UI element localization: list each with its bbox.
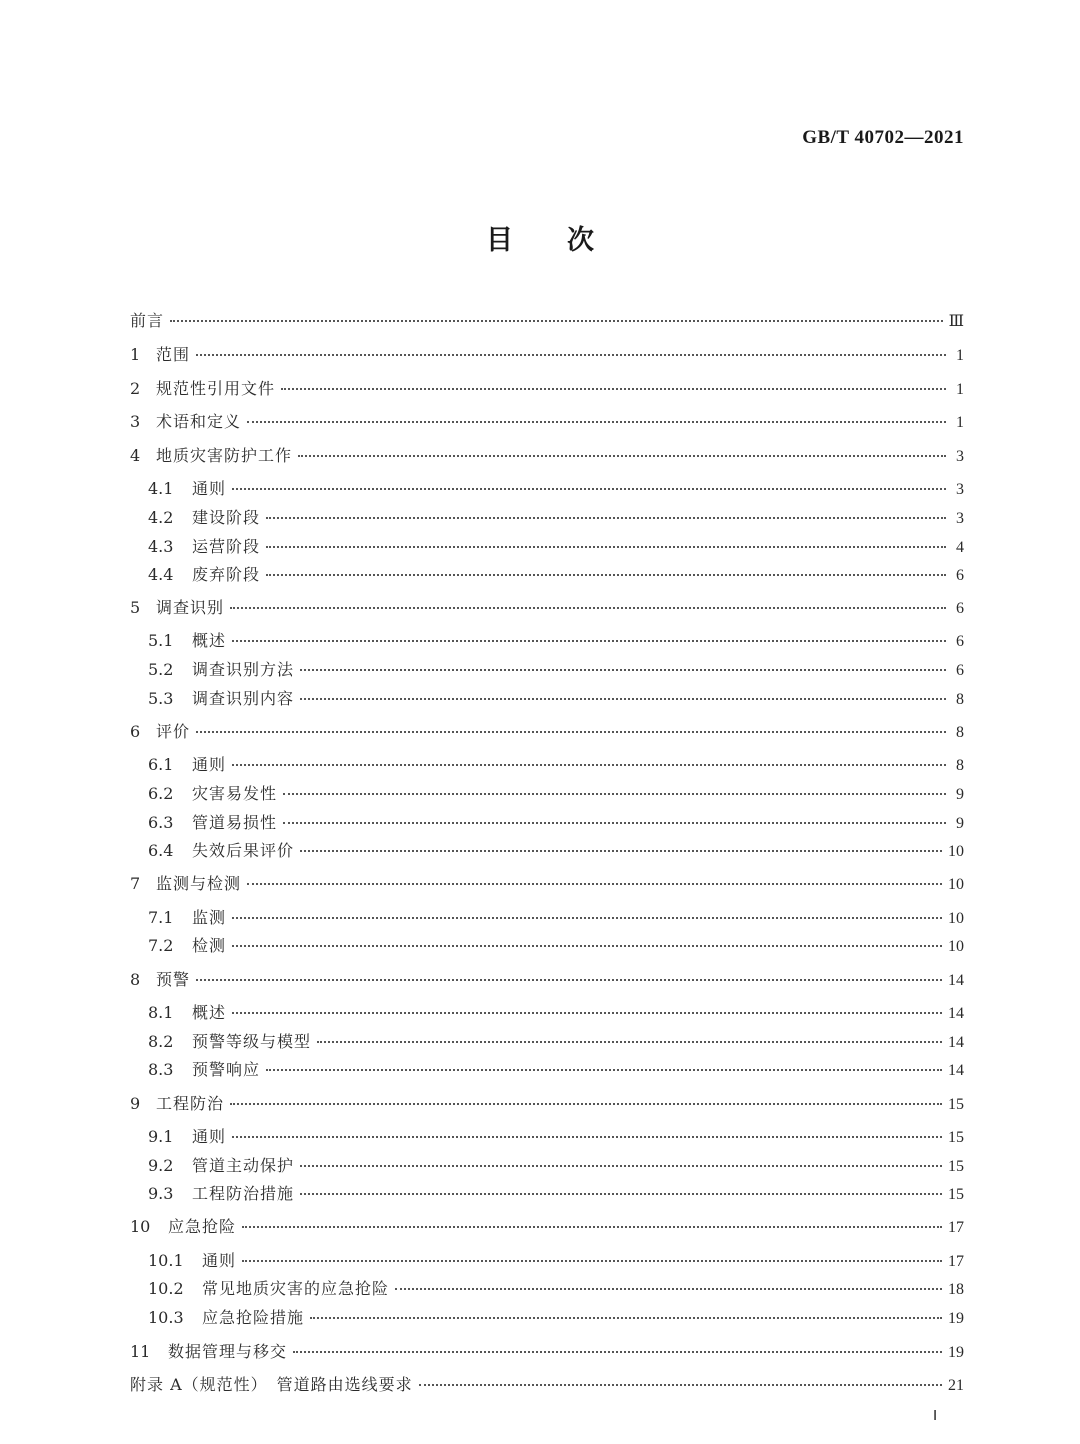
toc-entry-number: 6 xyxy=(130,722,141,741)
toc-entry-page: 10 xyxy=(948,910,964,927)
toc-entry-page: 19 xyxy=(948,1310,964,1327)
toc-entry[interactable] xyxy=(130,1153,964,1176)
toc-entry[interactable] xyxy=(130,871,964,894)
toc-entry-page: 4 xyxy=(956,539,964,556)
toc-entry-number: 6.2 xyxy=(148,784,174,803)
toc-entry-page: 3 xyxy=(956,448,964,465)
toc-entry[interactable] xyxy=(130,505,964,528)
toc-entry-title: 废弃阶段 xyxy=(192,565,261,584)
toc-entry[interactable] xyxy=(130,1057,964,1080)
toc-entry-page: 10 xyxy=(948,938,964,955)
toc-entry-title: 通则 xyxy=(192,1127,227,1146)
toc-entry-title: 规范性引用文件 xyxy=(156,379,276,398)
toc-leader-dots xyxy=(247,421,946,423)
toc-entry-number: 5 xyxy=(130,598,141,617)
toc-leader-dots xyxy=(232,917,942,919)
toc-leader-dots xyxy=(232,488,946,490)
toc-entry[interactable] xyxy=(130,628,964,651)
toc-leader-dots xyxy=(300,698,946,700)
toc-leader-dots xyxy=(317,1041,942,1043)
toc-entry-number: 8 xyxy=(130,970,141,989)
toc-leader-dots xyxy=(266,1069,942,1071)
toc-entry-number: 4.4 xyxy=(148,565,174,584)
toc-entry-number: 10.1 xyxy=(148,1251,184,1270)
toc-leader-dots xyxy=(281,388,946,390)
toc-entry-page: 15 xyxy=(948,1096,964,1113)
toc-entry[interactable] xyxy=(130,810,964,833)
toc-entry-title: 常见地质灾害的应急抢险 xyxy=(202,1279,390,1298)
toc-entry[interactable] xyxy=(130,1305,964,1328)
toc-entry-title: 通则 xyxy=(202,1251,237,1270)
toc-entry-title: 工程防治措施 xyxy=(192,1184,295,1203)
toc-entry-number: 9 xyxy=(130,1094,141,1113)
toc-leader-dots xyxy=(232,1012,942,1014)
toc-entry-number: 4.1 xyxy=(148,479,174,498)
toc-entry-page: 8 xyxy=(956,691,964,708)
toc-leader-dots xyxy=(170,320,943,322)
toc-entry-page: 18 xyxy=(948,1281,964,1298)
toc-entry-number: 7 xyxy=(130,874,141,893)
toc-leader-dots xyxy=(196,354,946,356)
toc-entry-page: 3 xyxy=(956,510,964,527)
toc-entry-page: 10 xyxy=(948,876,964,893)
toc-entry-number: 10.2 xyxy=(148,1279,184,1298)
toc-entry-number: 7.2 xyxy=(148,936,174,955)
toc-entry[interactable] xyxy=(130,308,964,331)
toc-leader-dots xyxy=(232,764,946,766)
toc-entry-title: 灾害易发性 xyxy=(192,784,278,803)
toc-entry-page: 19 xyxy=(948,1344,964,1361)
toc-entry[interactable] xyxy=(130,562,964,585)
toc-entry-title: 预警 xyxy=(156,970,191,989)
toc-entry[interactable] xyxy=(130,1248,964,1271)
toc-leader-dots xyxy=(247,883,942,885)
toc-entry[interactable] xyxy=(130,1181,964,1204)
toc-entry[interactable] xyxy=(130,657,964,680)
standard-code: GB/T 40702—2021 xyxy=(802,127,964,148)
toc-entry-page: 14 xyxy=(948,972,964,989)
toc-entry-page: 1 xyxy=(956,347,964,364)
toc-entry[interactable] xyxy=(130,1276,964,1299)
toc-entry-number: 6.1 xyxy=(148,755,174,774)
toc-entry-title: 调查识别 xyxy=(156,598,225,617)
toc-entry-title: 术语和定义 xyxy=(156,412,242,431)
toc-entry-number: 5.3 xyxy=(148,689,174,708)
toc-entry[interactable] xyxy=(130,376,964,399)
toc-leader-dots xyxy=(300,669,946,671)
toc-entry-page: 21 xyxy=(948,1377,964,1394)
toc-entry[interactable] xyxy=(130,476,964,499)
toc-entry[interactable] xyxy=(130,534,964,557)
toc-entry-number: 6.3 xyxy=(148,813,174,832)
toc-leader-dots xyxy=(230,1103,942,1105)
toc-leader-dots xyxy=(283,793,946,795)
toc-entry[interactable] xyxy=(130,752,964,775)
toc-entry-title: 地质灾害防护工作 xyxy=(156,446,293,465)
toc-entry-title: 调查识别方法 xyxy=(192,660,295,679)
toc-entry-title: 通则 xyxy=(192,479,227,498)
toc-entry-number: 2 xyxy=(130,379,141,398)
toc-entry-page: 8 xyxy=(956,757,964,774)
toc-entry-title: 应急抢险 xyxy=(168,1217,237,1236)
toc-entry-number: 10 xyxy=(130,1217,151,1236)
toc-entry[interactable] xyxy=(130,1029,964,1052)
toc-entry-title: 范围 xyxy=(156,345,191,364)
toc-entry[interactable] xyxy=(130,967,964,990)
toc-entry-number: 9.1 xyxy=(148,1127,174,1146)
toc-entry-title: 预警响应 xyxy=(192,1060,261,1079)
toc-entry[interactable] xyxy=(130,595,964,618)
toc-entry-page: 17 xyxy=(948,1253,964,1270)
toc-entry[interactable] xyxy=(130,838,964,861)
toc-leader-dots xyxy=(266,574,946,576)
toc-entry-number: 9.2 xyxy=(148,1156,174,1175)
toc-leader-dots xyxy=(298,455,946,457)
toc-leader-dots xyxy=(266,517,946,519)
toc-entry[interactable] xyxy=(130,409,964,432)
toc-leader-dots xyxy=(232,1136,942,1138)
toc-entry-page: 3 xyxy=(956,481,964,498)
toc-entry-page: Ⅲ xyxy=(948,313,964,330)
toc-entry[interactable] xyxy=(130,1339,964,1362)
toc-entry-title: 检测 xyxy=(192,936,227,955)
toc-entry-title: 调查识别内容 xyxy=(192,689,295,708)
toc-leader-dots xyxy=(232,945,942,947)
toc-leader-dots xyxy=(232,640,946,642)
toc-entry-page: 15 xyxy=(948,1129,964,1146)
page-title: 目 次 xyxy=(486,225,594,256)
toc-leader-dots xyxy=(300,850,942,852)
toc-entry-number: 5.2 xyxy=(148,660,174,679)
toc-entry-number: 5.1 xyxy=(148,631,174,650)
toc-entry-number: 7.1 xyxy=(148,908,174,927)
toc-entry-title: 预警等级与模型 xyxy=(192,1032,312,1051)
toc-leader-dots xyxy=(242,1260,942,1262)
toc-entry-title: 前言 xyxy=(130,311,165,330)
toc-entry[interactable] xyxy=(130,686,964,709)
toc-entry-title: 管道主动保护 xyxy=(192,1156,295,1175)
toc-entry[interactable] xyxy=(130,1372,964,1395)
toc-entry-page: 14 xyxy=(948,1062,964,1079)
toc-entry-page: 14 xyxy=(948,1005,964,1022)
toc-entry-page: 17 xyxy=(948,1219,964,1236)
toc-entry-title: 通则 xyxy=(192,755,227,774)
toc-entry-title: 监测与检测 xyxy=(156,874,242,893)
toc-entry[interactable] xyxy=(130,1214,964,1237)
toc-leader-dots xyxy=(242,1226,942,1228)
toc-leader-dots xyxy=(395,1288,942,1290)
toc-entry-number: 3 xyxy=(130,412,141,431)
page-folio: Ⅰ xyxy=(933,1409,938,1424)
toc-entry[interactable] xyxy=(130,342,964,365)
toc-entry[interactable] xyxy=(130,1000,964,1023)
toc-entry[interactable] xyxy=(130,905,964,928)
toc-entry-title: 运营阶段 xyxy=(192,537,261,556)
toc-entry-page: 6 xyxy=(956,633,964,650)
toc-entry-page: 14 xyxy=(948,1034,964,1051)
toc-entry[interactable] xyxy=(130,719,964,742)
toc-entry-page: 8 xyxy=(956,724,964,741)
toc-leader-dots xyxy=(196,731,946,733)
toc-entry-number: 4.2 xyxy=(148,508,174,527)
toc-entry-title: 数据管理与移交 xyxy=(168,1342,288,1361)
toc-leader-dots xyxy=(283,822,946,824)
toc-entry-page: 9 xyxy=(956,786,964,803)
toc-entry-number: 8.2 xyxy=(148,1032,174,1051)
toc-entry-page: 6 xyxy=(956,662,964,679)
toc-leader-dots xyxy=(266,546,946,548)
toc-entry-number: 11 xyxy=(130,1342,151,1361)
toc-leader-dots xyxy=(196,979,942,981)
toc-entry[interactable] xyxy=(130,443,964,466)
toc-leader-dots xyxy=(300,1165,942,1167)
toc-entry-page: 9 xyxy=(956,815,964,832)
toc-entry-title: 监测 xyxy=(192,908,227,927)
toc-entry-title: 建设阶段 xyxy=(192,508,261,527)
toc-entry-number: 4 xyxy=(130,446,141,465)
toc-entry-title: 附录 A（规范性） 管道路由选线要求 xyxy=(130,1375,413,1394)
toc-entry-number: 10.3 xyxy=(148,1308,184,1327)
toc-entry-number: 6.4 xyxy=(148,841,174,860)
toc-entry-page: 10 xyxy=(948,843,964,860)
toc-leader-dots xyxy=(419,1384,942,1386)
toc-entry-page: 6 xyxy=(956,567,964,584)
toc-leader-dots xyxy=(310,1317,942,1319)
toc-entry[interactable] xyxy=(130,933,964,956)
toc-entry-title: 应急抢险措施 xyxy=(202,1308,305,1327)
toc-entry-number: 9.3 xyxy=(148,1184,174,1203)
toc-entry-page: 15 xyxy=(948,1158,964,1175)
toc-entry-number: 1 xyxy=(130,345,141,364)
toc-leader-dots xyxy=(230,607,946,609)
toc-entry-title: 评价 xyxy=(156,722,191,741)
toc-entry-page: 1 xyxy=(956,414,964,431)
toc-entry[interactable] xyxy=(130,781,964,804)
toc-entry-title: 概述 xyxy=(192,1003,227,1022)
toc-entry-title: 失效后果评价 xyxy=(192,841,295,860)
toc-entry-title: 管道易损性 xyxy=(192,813,278,832)
toc-entry-page: 6 xyxy=(956,600,964,617)
toc-leader-dots xyxy=(293,1351,942,1353)
toc-entry-title: 工程防治 xyxy=(156,1094,225,1113)
toc-entry-title: 概述 xyxy=(192,631,227,650)
toc-entry-number: 4.3 xyxy=(148,537,174,556)
toc-entry-number: 8.1 xyxy=(148,1003,174,1022)
toc-entry[interactable] xyxy=(130,1091,964,1114)
toc-entry-page: 15 xyxy=(948,1186,964,1203)
toc-entry[interactable] xyxy=(130,1124,964,1147)
toc-entry-number: 8.3 xyxy=(148,1060,174,1079)
toc-leader-dots xyxy=(300,1193,942,1195)
toc-entry-page: 1 xyxy=(956,381,964,398)
